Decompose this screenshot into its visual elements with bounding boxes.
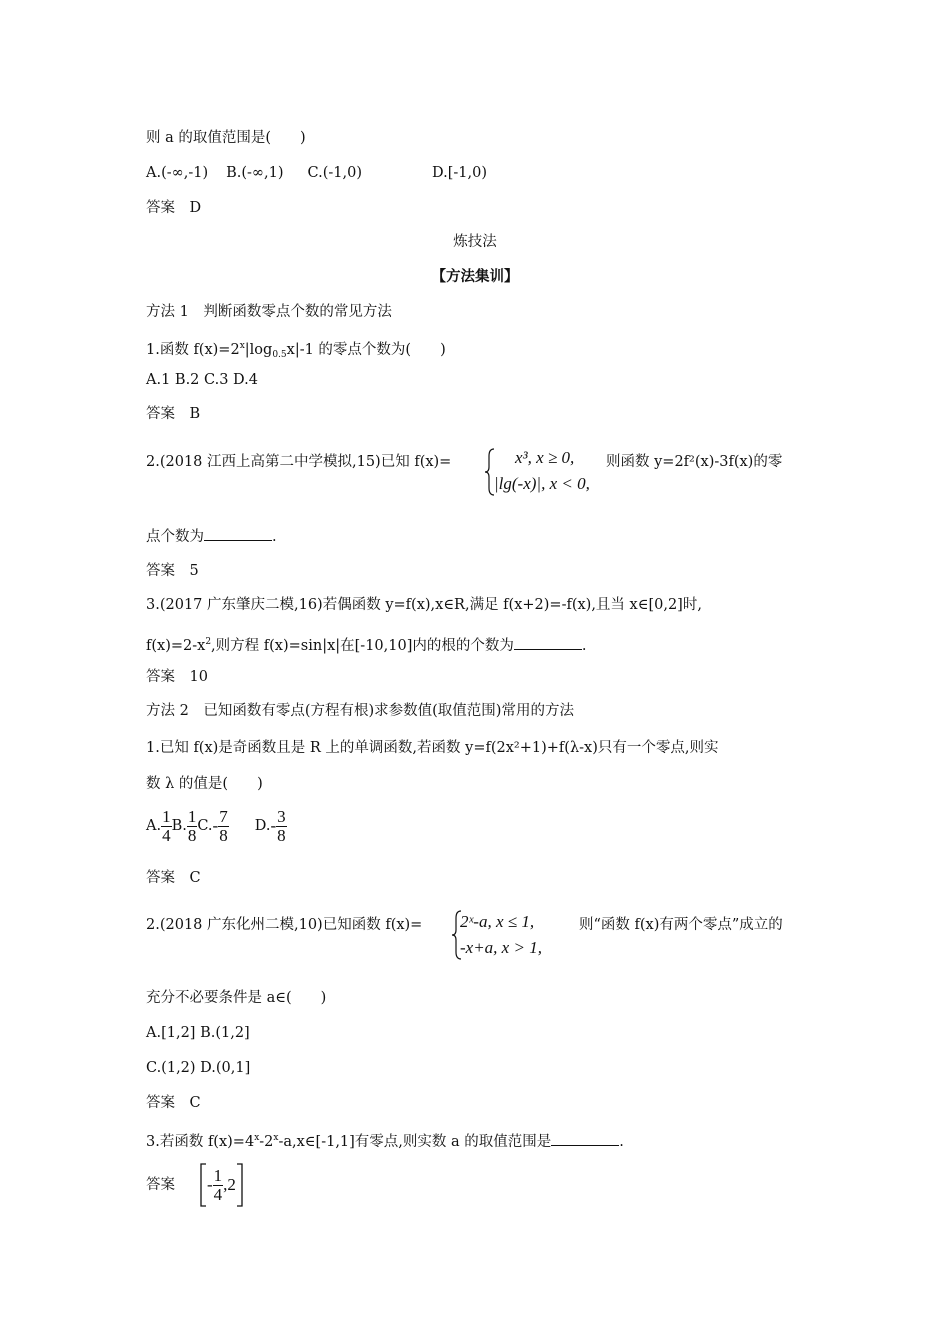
method2-title: 方法 2 已知函数有零点(方程有根)求参数值(取值范围)常用的方法 [146,703,574,719]
answer-blank [514,635,582,650]
fraction-a [161,808,172,845]
answer-label: 答案 [146,563,175,579]
answer-blank [204,526,272,541]
m2-q3-pre: 3.若函数 f(x)=4 [146,1134,255,1150]
m1-q3-line1: 3.(2017 广东肇庆二模,16)若偶函数 y=f(x),x∈R,满足 f(x+2)=-f(x),且当 x∈[0,2]时, [146,597,702,613]
answer-upper: ,2 [223,1175,236,1194]
answer-value: 10 [189,669,208,685]
frac-denominator: 8 [277,825,286,845]
m1-q1-stem [146,336,446,365]
m2-q2-opt1: A.[1,2] B.(1,2] [146,1025,250,1041]
fraction-d [276,808,287,845]
m2-q2-post: 则“函数 f(x)有两个零点”成立的 [579,917,783,933]
m2-q1-line2: 数 λ 的值是( ) [146,776,263,792]
m1-q1-sup: x [239,341,245,351]
option-c: C.(-1,0) [307,165,362,181]
m1-q3-post: ,则方程 f(x)=sin|x|在[-10,10]内的根的个数为 [211,638,514,654]
m1-q1-mid: |log [244,342,273,358]
m2-q2-case2: -x+a, x > 1, [460,938,542,957]
m2-q3-sup1: x [254,1133,260,1143]
m2-q2-line2: 充分不必要条件是 a∈( ) [146,990,327,1006]
m2-q3-sup2: x [273,1133,279,1143]
section-subtitle: 【方法集训】 [431,268,519,285]
minus-sign: - [212,816,219,835]
fraction-c [218,808,229,845]
m2-q1-options [146,804,287,848]
answer-value: 5 [189,563,199,579]
frac-numerator: 1 [162,806,171,826]
section-title: 炼技法 [453,234,497,250]
frac-numerator: 1 [213,1165,223,1185]
m1-q2-case2: |lg(-x)|, x < 0, [494,474,590,493]
frac-denominator: 4 [213,1184,223,1204]
frac-denominator: 8 [219,825,228,845]
m1-q2-post: 则函数 y=2f²(x)-3f(x)的零 [606,454,783,470]
option-b: B. [171,818,187,834]
answer-label: 答案 [146,870,175,886]
answer-line [146,198,201,218]
m1-q3-sup: 2 [205,637,212,647]
m2-q2-pre: 2.(2018 广东化州二模,10)已知函数 f(x)= [146,917,423,933]
m2-q2-answer [146,1093,201,1113]
option-c: C. [197,818,213,834]
frac-numerator: 7 [219,806,228,826]
m1-q1-options: A.1 B.2 C.3 D.4 [146,372,258,388]
frac-numerator: 3 [277,806,286,826]
m1-q3-line2: $f(x)=2-x^2$,则方程 f(x)=sin|x|在[-10,10]内的根的个数为 . [146,637,587,654]
answer-label: 答案 [146,406,175,422]
option-b: B.(-∞,1) [226,165,284,181]
options-line [146,163,487,183]
question-line: 则 a 的取值范围是( ) [146,130,306,146]
m1-q1-post: x|-1 的零点个数为( ) [286,342,446,358]
answer-value: C [189,870,201,886]
answer-label: 答案 [146,200,175,216]
m1-q2-answer [146,561,199,581]
m2-q3-post: -a,x∈[-1,1]有零点,则实数 a 的取值范围是 [278,1134,552,1150]
minus-sign: - [270,816,277,835]
m2-q2-opt2: C.(1,2) D.(0,1] [146,1060,251,1076]
m1-q2-pre: 2.(2018 江西上高第二中学模拟,15)已知 f(x)= [146,454,452,470]
right-bracket-icon [236,1162,244,1208]
m2-q3-mid: -2 [259,1134,274,1150]
option-d: D.[-1,0) [431,165,487,181]
answer-blank [551,1131,619,1146]
m1-q2-line2-text: 点个数为 [146,529,204,545]
frac-denominator: 4 [162,825,171,845]
left-bracket-icon [199,1162,207,1208]
m1-q3-pre: f(x)=2-x [146,638,206,654]
answer-value: D [189,200,202,216]
m1-q2-case1: x³, x ≥ 0, [515,448,575,467]
m1-q3-answer [146,667,208,687]
method1-title: 方法 1 判断函数零点个数的常见方法 [146,304,392,320]
option-d: D. [254,818,271,834]
m1-q2-line2: 点个数为 . [146,526,277,547]
option-a: A. [146,818,162,834]
m1-q1-answer [146,404,200,424]
answer-label: 答案 [146,1095,175,1111]
answer-value: B [189,406,201,422]
minus-sign: - [207,1175,213,1194]
frac-numerator: 1 [187,806,197,826]
answer-value: C [189,1095,201,1111]
fraction-b [187,808,198,845]
m2-q1-line1: 1.已知 f(x)是奇函数且是 R 上的单调函数,若函数 y=f(2x²+1)+f(λ-x)只有一个零点,则实 [146,740,719,756]
frac-denominator: 8 [187,825,197,845]
answer-label: 答案 [146,669,175,685]
m2-q3-period: . [619,1134,624,1150]
option-a: A.(-∞,-1) [146,165,209,181]
answer-fraction [213,1167,224,1204]
m1-q1-sub: 0.5 [272,350,287,360]
m2-q3-answer [146,1162,244,1208]
m1-q1-pre: 1.函数 f(x)=2 [146,342,240,358]
m2-q2-case1: 2ˣ-a, x ≤ 1, [460,912,535,931]
m2-q1-answer [146,868,201,888]
m2-q3-stem [146,1128,624,1152]
answer-label: 答案 [146,1177,175,1193]
